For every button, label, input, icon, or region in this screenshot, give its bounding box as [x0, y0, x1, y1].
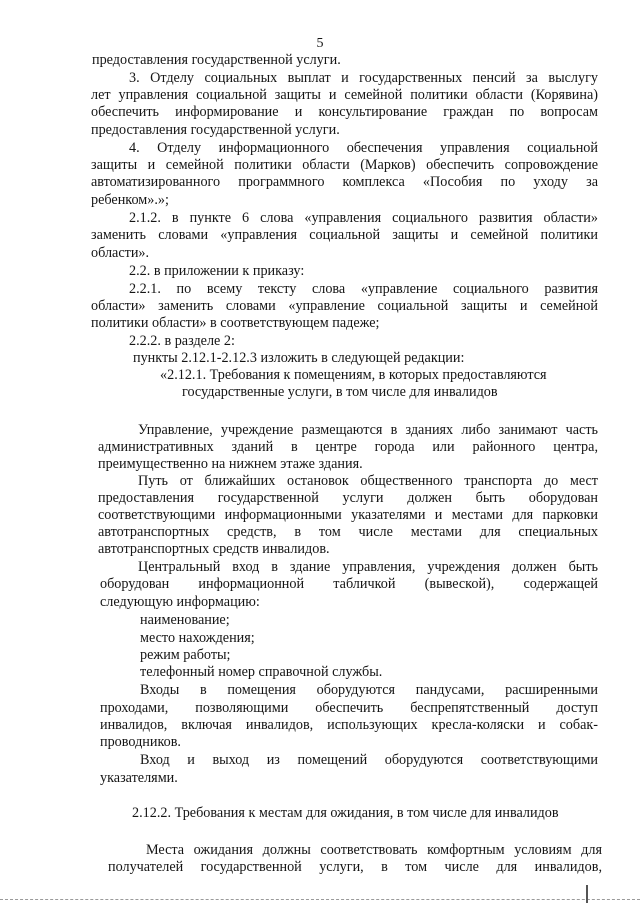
text-line: Вход и выход из помещений оборудуются соответствующими: [140, 752, 598, 768]
text-line: указателями.: [100, 770, 178, 786]
text-line: соответствующими информационными указателями и местами для парковки: [98, 507, 598, 523]
text-line: «2.12.1. Требования к помещениям, в которых предоставляются: [160, 367, 547, 383]
text-line: Центральный вход в здание управления, учреждения должен быть: [138, 559, 598, 575]
text-line: Путь от ближайших остановок общественного транспорта до мест: [138, 473, 598, 489]
text-line: предоставления государственной услуги.: [92, 52, 341, 68]
text-line: предоставления государственной услуги.: [91, 122, 340, 138]
text-line: обеспечить информирование и консультирование граждан по вопросам: [91, 104, 598, 120]
text-line: Входы в помещения оборудуются пандусами, расширенными: [140, 682, 598, 698]
text-line: Места ожидания должны соответствовать комфортным условиям для: [146, 842, 602, 858]
text-line: инвалидов, включая инвалидов, использующих кресла-коляски и собак-: [100, 717, 598, 733]
text-line: следующую информацию:: [100, 594, 260, 610]
text-line: защиты и семейной политики области (Марков) обеспечить сопровождение: [91, 157, 598, 173]
text-line: государственные услуги, в том числе для инвалидов: [182, 384, 498, 400]
text-line: заменить словами «управления социальной защиты и семейной политики: [91, 227, 598, 243]
text-line: преимущественно на нижнем этаже здания.: [98, 456, 363, 472]
text-line: 3. Отделу социальных выплат и государственных пенсий за выслугу: [129, 70, 598, 86]
text-line: автотранспортных средств, в том числе местами для специальных: [98, 524, 598, 540]
text-line: 2.2.1. по всему тексту слова «управление социального развития: [129, 281, 598, 297]
text-line: оборудован информационной табличкой (вывеской), содержащей: [100, 576, 598, 592]
text-line: лет управления социальной защиты и семейной политики области (Корявина): [91, 87, 598, 103]
section-heading: 2.12.2. Требования к местам для ожидания, в том числе для инвалидов: [132, 805, 559, 821]
text-line: области» заменить словами «управление социальной защиты и семейной: [91, 298, 598, 314]
text-line: политики области» в соответствующем падеже;: [91, 315, 380, 331]
text-line: наименование;: [140, 612, 230, 628]
text-line: проводников.: [100, 734, 181, 750]
text-line: место нахождения;: [140, 630, 255, 646]
text-line: автотранспортных средств инвалидов.: [98, 541, 330, 557]
text-line: ребенком».»;: [91, 192, 169, 208]
text-line: административных зданий в центре города или районного центра,: [98, 439, 598, 455]
text-line: 2.2. в приложении к приказу:: [129, 263, 305, 279]
text-line: 2.2.2. в разделе 2:: [129, 333, 235, 349]
text-line: получателей государственной услуги, в том числе для инвалидов,: [108, 859, 602, 875]
text-line: области».: [91, 245, 150, 261]
text-line: 2.1.2. в пункте 6 слова «управления социального развития области»: [129, 210, 598, 226]
text-line: предоставления государственной услуги должен быть оборудован: [98, 490, 598, 506]
text-line: Управление, учреждение размещаются в зданиях либо занимают часть: [138, 422, 598, 438]
text-line: 4. Отделу информационного обеспечения управления социальной: [129, 140, 598, 156]
page-number: 5: [316, 36, 324, 51]
text-line: режим работы;: [140, 647, 231, 663]
scan-bottom-rule: [0, 899, 640, 901]
text-line: автоматизированного программного комплекса «Пособия по уходу за: [91, 174, 598, 190]
text-line: телефонный номер справочной службы.: [140, 664, 383, 680]
text-line: пункты 2.12.1-2.12.3 изложить в следующей редакции:: [133, 350, 465, 366]
scan-edge-mark: [586, 885, 588, 903]
text-line: проходами, позволяющими обеспечить беспрепятственный доступ: [100, 700, 598, 716]
